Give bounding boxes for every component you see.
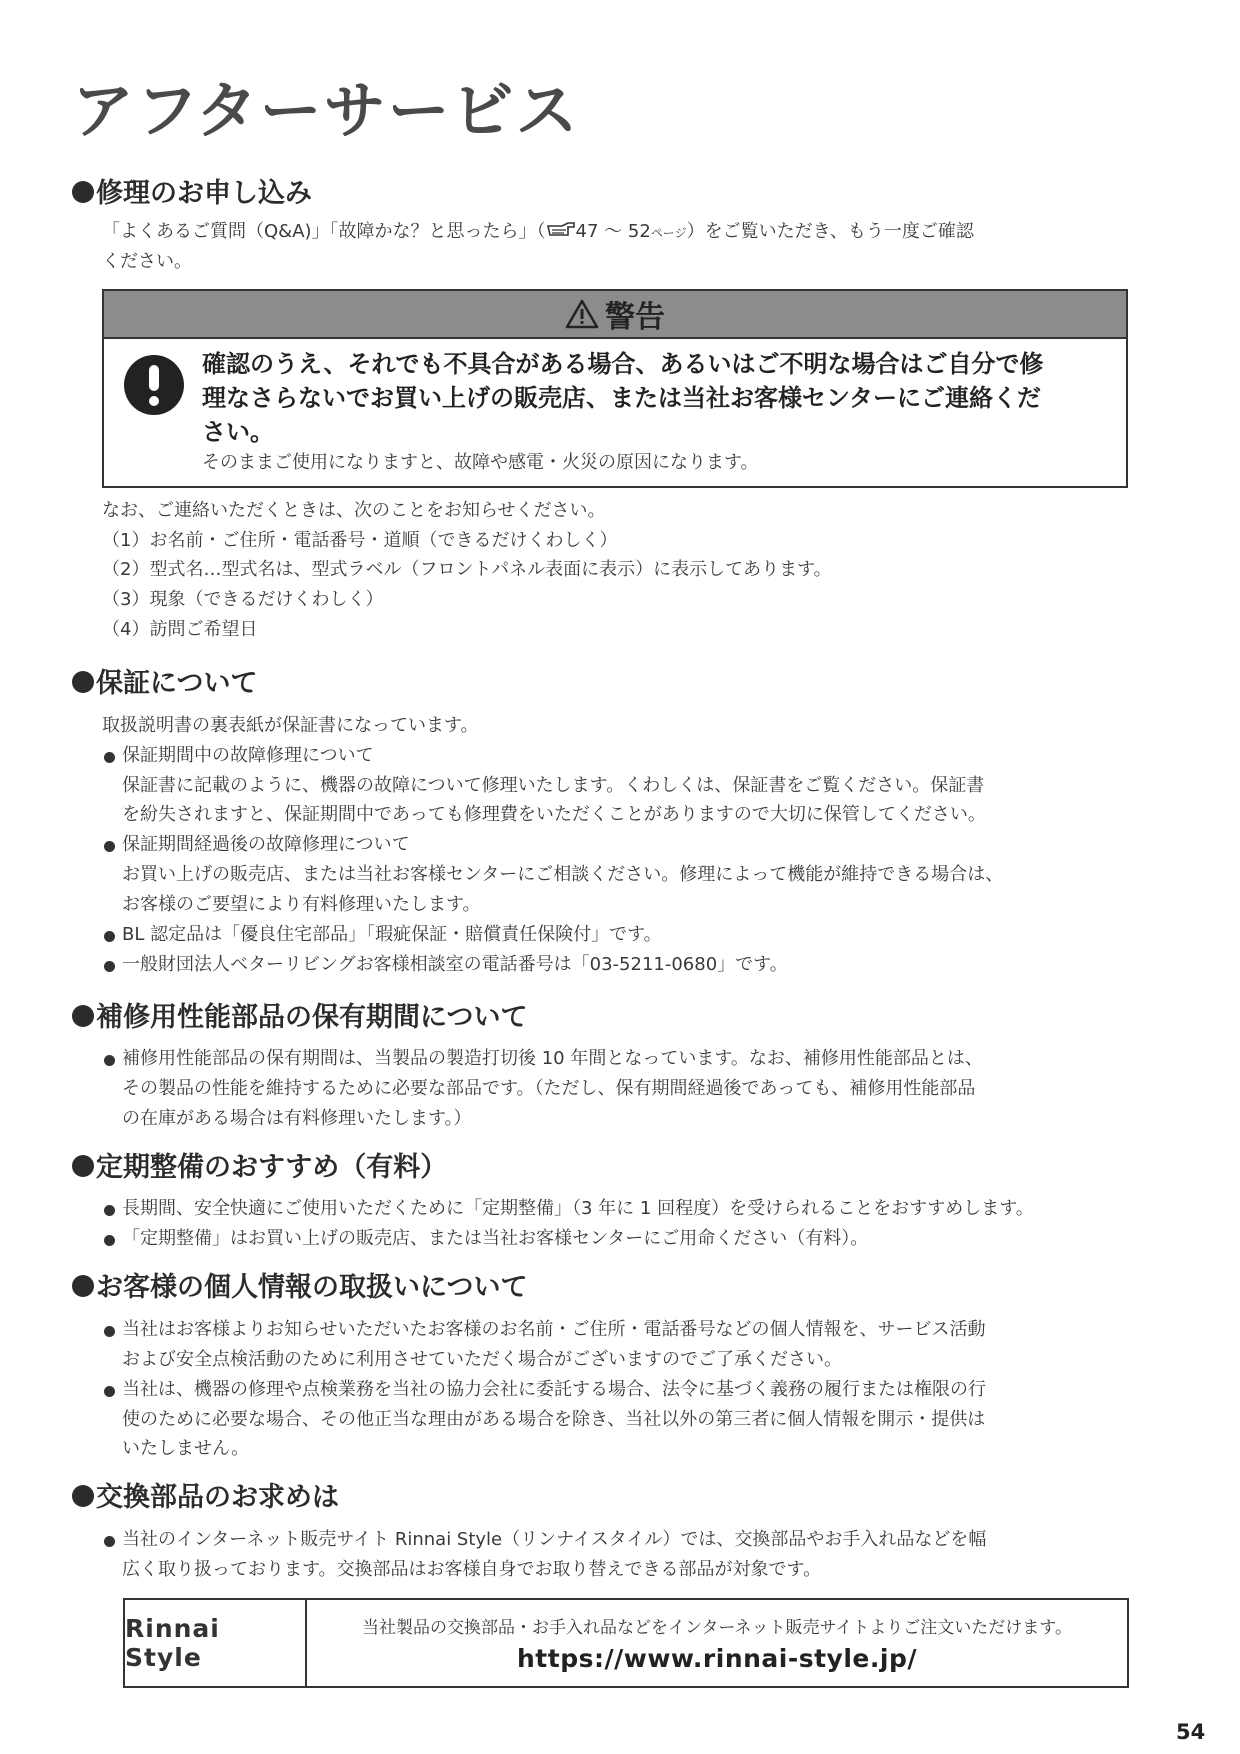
warning-note: そのままご使用になりますと、故障や感電・火災の原因になります。 (202, 452, 759, 473)
privacy-bullet-text: 使のために必要な場合、その他正当な理由がある場合を除き、当社以外の第三者に個人情報を開示・提供は (122, 1409, 986, 1430)
warning-label: 警告 (605, 300, 665, 335)
rinnai-style-brand: Rinnai Style (125, 1600, 307, 1686)
contact-item: （3）現象（できるだけくわしく） (102, 589, 384, 610)
rinnai-style-box (123, 1598, 1129, 1688)
bullet-dot-icon (72, 1485, 94, 1507)
section-heading-repair (72, 178, 312, 210)
warranty-bullet-title: 保証期間経過後の故障修理について (102, 830, 1127, 860)
repair-intro-line2: ください。 (102, 251, 192, 272)
replacement-bullet-text: 広く取り扱っております。交換部品はお客様自身でお取り替えできる部品が対象です。 (122, 1559, 822, 1580)
pointing-hand-icon (546, 221, 576, 239)
warning-line: 理なさらないでお買い上げの販売店、または当社お客様センターにご連絡くだ (202, 384, 1042, 412)
warranty-bullet: 一般財団法人ベターリビングお客様相談室の電話番号は「03-5211-0680」です。 (102, 950, 1127, 980)
section-heading-maintenance (72, 1152, 447, 1184)
repair-intro (102, 217, 1127, 248)
privacy-bullet-text: いたしません。 (122, 1438, 250, 1459)
heading-text: 修理のお申し込み (96, 178, 312, 209)
privacy-bullet: 当社は、機器の修理や点検業務を当社の協力会社に委託する場合、法令に基づく義務の履行または権限の行 (102, 1375, 1127, 1405)
privacy-bullet: 当社はお客様よりお知らせいただいたお客様のお名前・ご住所・電話番号などの個人情報を、サービス活動 (102, 1315, 1127, 1345)
heading-text: お客様の個人情報の取扱いについて (96, 1272, 528, 1303)
rinnai-style-url[interactable]: https://www.rinnai-style.jp/ (517, 1644, 917, 1673)
maintenance-bullet: 長期間、安全快適にご使用いただくために「定期整備」（3 年に 1 回程度）を受けられることをおすすめします。 (102, 1194, 1127, 1224)
warranty-intro: 取扱説明書の裏表紙が保証書になっています。 (102, 715, 479, 736)
contact-intro: なお、ご連絡いただくときは、次のことをお知らせください。 (102, 500, 606, 521)
heading-text: 保証について (96, 668, 258, 699)
page-number: 54 (1176, 1720, 1206, 1744)
warranty-bullet: BL 認定品は「優良住宅部品」「瑕疵保証・賠償責任保険付」です。 (102, 920, 1127, 950)
parts-bullet-text: の在庫がある場合は有料修理いたします。） (122, 1108, 472, 1129)
bullet-dot-icon (72, 181, 94, 203)
section-heading-warranty (72, 668, 257, 700)
warning-line: 確認のうえ、それでも不具合がある場合、あるいはご不明な場合はご自分で修 (202, 350, 1044, 378)
warranty-bullet-text: お買い上げの販売店、または当社お客様センターにご相談ください。修理によって機能が維持できる場合は、 (122, 864, 1004, 885)
intro-text: ）をご覧いただき、もう一度ご確認 (686, 221, 974, 242)
bullet-dot-icon (72, 1155, 94, 1177)
privacy-bullet-text: および安全点検活動のために利用させていただく場合がございますのでご了承ください。 (122, 1349, 842, 1370)
rinnai-style-desc: 当社製品の交換部品・お手入れ品などをインターネット販売サイトよりご注文いただけます。 (362, 1618, 1072, 1638)
rinnai-style-info (307, 1600, 1127, 1686)
bullet-dot-icon (72, 671, 94, 693)
warning-triangle-icon (565, 299, 599, 329)
warning-box (102, 289, 1128, 488)
warranty-bullet-title: 保証期間中の故障修理について (102, 741, 1127, 771)
heading-text: 定期整備のおすすめ（有料） (96, 1152, 448, 1183)
warranty-bullet-text: を紛失されますと、保証期間中であっても修理費をいただくことがありますので大切に保管してください。 (122, 804, 986, 825)
warning-line: さい。 (202, 418, 274, 446)
warranty-bullet-text: お客様のご要望により有料修理いたします。 (122, 894, 481, 915)
intro-text: 「よくあるご質問（Q&A)」「故障かな？と思ったら」（ (102, 221, 546, 242)
contact-item: （1）お名前・ご住所・電話番号・道順（できるだけくわしく） (102, 530, 618, 551)
parts-bullet: 補修用性能部品の保有期間は、当製品の製造打切後 10 年間となっています。なお、補修用性能部品とは、 (102, 1044, 1127, 1074)
warning-body (202, 347, 1102, 449)
bullet-dot-icon (72, 1005, 94, 1027)
section-heading-replacement (72, 1482, 339, 1514)
page-ref-unit: ページ (650, 226, 687, 240)
contact-item: （2）型式名…型式名は、型式ラベル（フロントパネル表面に表示）に表示してあります。 (102, 559, 832, 580)
heading-text: 補修用性能部品の保有期間について (96, 1002, 528, 1033)
warning-header (104, 291, 1126, 339)
replacement-bullet: 当社のインターネット販売サイト Rinnai Style（リンナイスタイル）では、交換部品やお手入れ品などを幅 (102, 1525, 1127, 1555)
page-ref: 47 ～ 52 (575, 221, 651, 242)
parts-bullet-text: その製品の性能を維持するために必要な部品です。（ただし、保有期間経過後であっても、補修用性能部品 (122, 1078, 976, 1099)
section-heading-parts-period (72, 1002, 527, 1034)
page-title: アフターサービス (72, 74, 580, 147)
maintenance-bullet: 「定期整備」はお買い上げの販売店、または当社お客様センターにご用命ください（有料）。 (102, 1224, 1127, 1254)
bullet-dot-icon (72, 1275, 94, 1297)
warranty-bullet-text: 保証書に記載のように、機器の故障について修理いたします。くわしくは、保証書をご覧ください。保証書 (122, 775, 985, 796)
exclamation-icon (124, 355, 184, 415)
contact-item: （4）訪問ご希望日 (102, 619, 258, 640)
heading-text: 交換部品のお求めは (96, 1482, 339, 1513)
section-heading-privacy (72, 1272, 527, 1304)
